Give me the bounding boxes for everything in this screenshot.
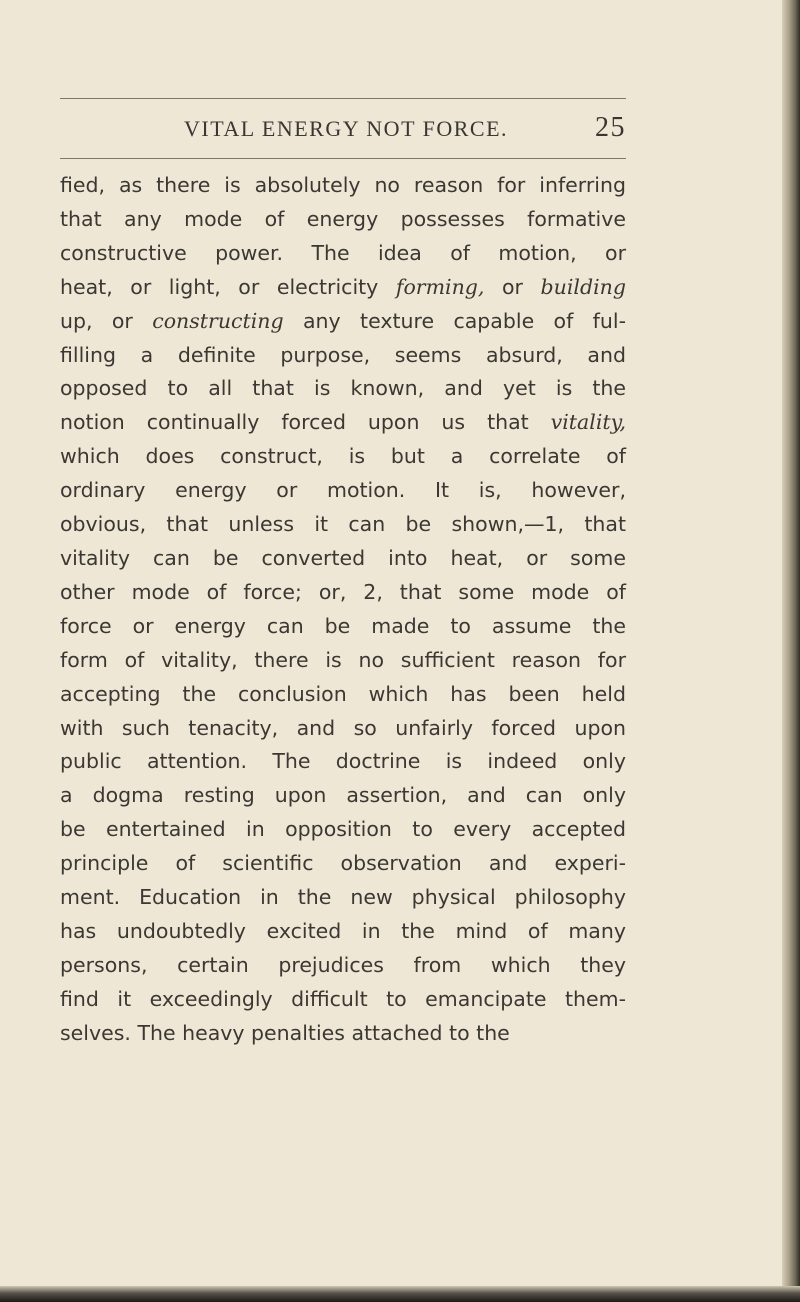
text-line: force or energy can be made to assume the bbox=[60, 613, 626, 638]
text-line: form of vitality, there is no sufficient reason for bbox=[60, 647, 626, 672]
text-line: selves. The heavy penalties attached to the bbox=[60, 1020, 510, 1045]
text-line: which does construct, is but a correlate of bbox=[60, 444, 626, 469]
text-line: filling a definite purpose, seems absurd, and bbox=[60, 342, 626, 367]
page-bottom-edge bbox=[0, 1286, 800, 1302]
italic-word: vitality, bbox=[550, 410, 626, 435]
header-rule-bottom bbox=[60, 158, 626, 159]
text-line: find it exceedingly difficult to emancipate them- bbox=[60, 986, 626, 1011]
italic-word: constructing bbox=[152, 308, 284, 333]
text-line: fied, as there is absolutely no reason for inferring bbox=[60, 173, 626, 197]
text-line: other mode of force; or, 2, that some mode of bbox=[60, 579, 626, 604]
text-line: principle of scientific observation and experi- bbox=[60, 851, 626, 876]
text-line: with such tenacity, and so unfairly forced upon bbox=[60, 715, 626, 740]
text-line: has undoubtedly excited in the mind of many bbox=[60, 918, 626, 943]
text-line: be entertained in opposition to every accepted bbox=[60, 817, 626, 842]
text-line: ordinary energy or motion. It is, however, bbox=[60, 478, 626, 503]
text-line: a dogma resting upon assertion, and can only bbox=[60, 783, 626, 808]
text-line: heat, or light, or electricity forming, or building bbox=[60, 274, 626, 299]
text-line: opposed to all that is known, and yet is the bbox=[60, 376, 626, 401]
text-line: constructive power. The idea of motion, or bbox=[60, 240, 626, 265]
text-line: persons, certain prejudices from which they bbox=[60, 952, 626, 977]
text-line: vitality can be converted into heat, or some bbox=[60, 545, 626, 570]
text-line: that any mode of energy possesses formative bbox=[60, 206, 626, 231]
text-line: public attention. The doctrine is indeed only bbox=[60, 749, 626, 774]
italic-word: building bbox=[540, 274, 626, 299]
header-rule-top bbox=[60, 98, 626, 99]
text-line: accepting the conclusion which has been held bbox=[60, 681, 626, 706]
page-edge-shadow bbox=[782, 0, 800, 1302]
body-text bbox=[60, 169, 626, 1051]
text-line: up, or constructing any texture capable of ful- bbox=[60, 308, 626, 333]
text-line: notion continually forced upon us that vitality, bbox=[60, 410, 626, 435]
italic-word: forming, bbox=[395, 274, 485, 299]
text-line: obvious, that unless it can be shown,—1, that bbox=[60, 512, 626, 537]
running-head bbox=[60, 112, 626, 144]
page-number: 25 bbox=[595, 112, 626, 143]
running-title: VITAL ENERGY NOT FORCE. bbox=[184, 116, 509, 141]
text-line: ment. Education in the new physical philosophy bbox=[60, 885, 626, 910]
